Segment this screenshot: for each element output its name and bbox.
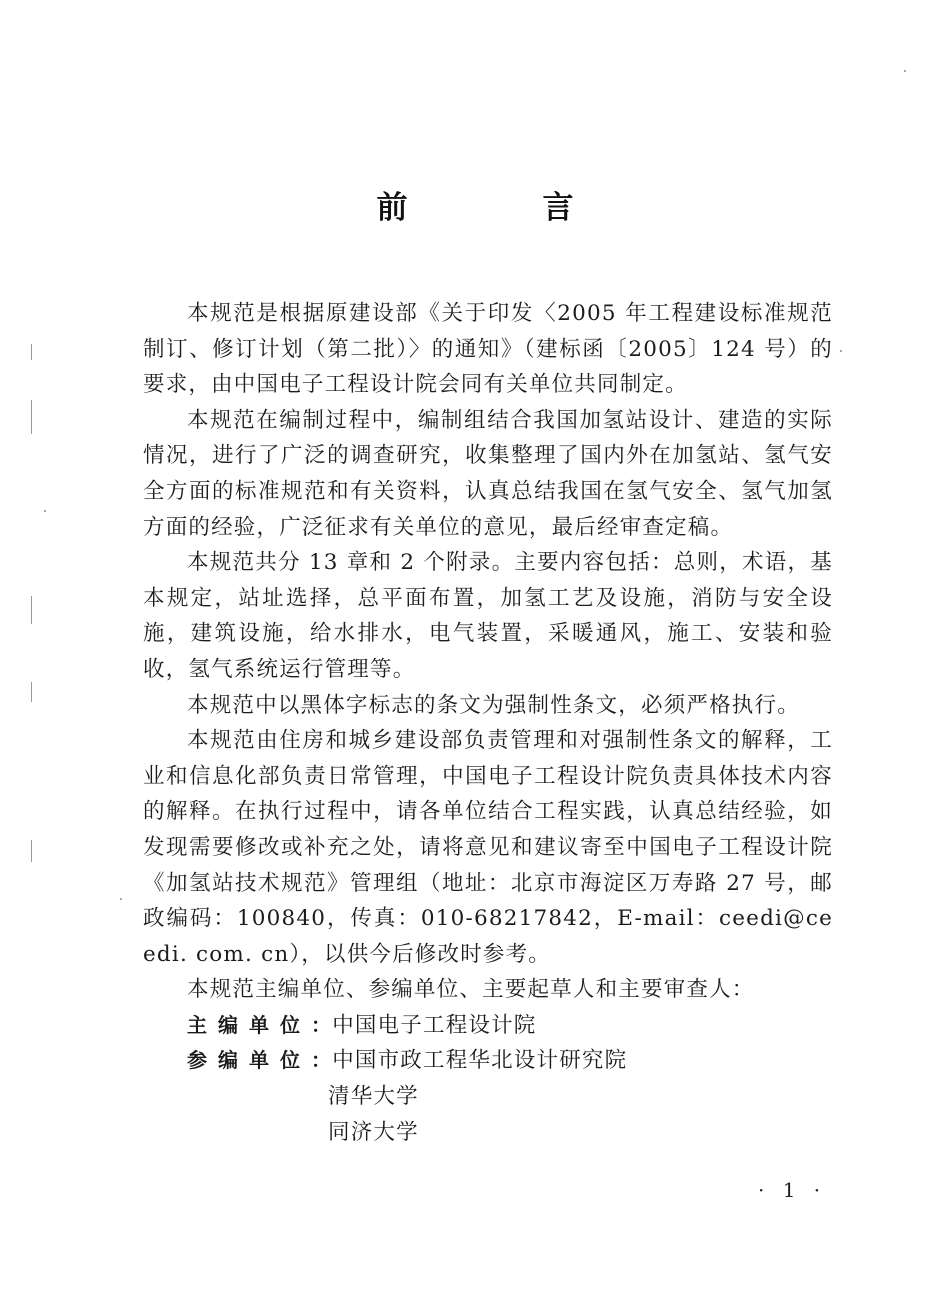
scan-margin-mark xyxy=(31,840,32,862)
paragraph: 本规范中以黑体字标志的条文为强制性条文，必须严格执行。 xyxy=(187,692,800,718)
paragraph: 本规范主编单位、参编单位、主要起草人和主要审查人： xyxy=(187,977,755,1003)
participant-item: 清华大学 xyxy=(328,1084,419,1110)
participant-item: 同济大学 xyxy=(328,1119,419,1145)
page-number: · 1 · xyxy=(758,1178,827,1202)
chief-editor-row xyxy=(143,1008,833,1044)
paragraph: 本规范是根据原建设部《关于印发〈2005 年工程建设标准规范制订、修订计划（第二批）〉的通知》（建标函〔2005〕124 号）的要求，由中国电子工程设计院会同有关单位共同制定。 xyxy=(143,301,833,398)
paragraph: 本规范共分 13 章和 2 个附录。主要内容包括：总则，术语，基本规定，站址选择，总平面布置，加氢工艺及设施，消防与安全设施，建筑设施，给水排水，电气装置，采暖通风，施工、安装和验收，氢气系统运行管理等。 xyxy=(143,550,833,682)
preface-body xyxy=(143,296,833,1150)
participants-label: 参编单位 xyxy=(187,1048,311,1073)
participant-item: 中国市政工程华北设计研究院 xyxy=(332,1048,628,1074)
scan-speck xyxy=(120,898,122,900)
scan-speck xyxy=(904,70,906,72)
scan-margin-mark xyxy=(31,596,32,624)
page-title: 前 言 xyxy=(376,190,626,226)
paragraph: 本规范在编制过程中，编制组结合我国加氢站设计、建造的实际情况，进行了广泛的调查研究，收集整理了国内外在加氢站、氢气安全方面的标准规范和有关资料，认真总结我国在氢气安全、氢气加氢方面的经验，广泛征求有关单位的意见，最后经审查定稿。 xyxy=(143,407,833,540)
scan-margin-mark xyxy=(31,682,32,702)
scan-speck xyxy=(840,350,842,352)
chief-editor-colon: ： xyxy=(311,1012,333,1037)
chief-editor-label: 主编单位 xyxy=(187,1012,311,1037)
participants-row xyxy=(143,1043,833,1079)
scan-margin-mark xyxy=(31,344,32,360)
paragraph: 本规范由住房和城乡建设部负责管理和对强制性条文的解释，工业和信息化部负责日常管理，中国电子工程设计院负责具体技术内容的解释。在执行过程中，请各单位结合工程实践，认真总结经验，如发现需要修改或补充之处，请将意见和建议寄至中国电子工程设计院《加氢站技术规范》管理组（地址：北京市海淀区万寿路 27 号，邮政编码：100840，传真：010-68217842，E-mail：ceedi@ceedi. com. cn），以供今后修改时参考。 xyxy=(143,728,833,967)
participants-colon: ： xyxy=(311,1048,333,1073)
scan-margin-mark xyxy=(31,400,32,434)
chief-editor-value: 中国电子工程设计院 xyxy=(332,1012,537,1038)
scan-speck xyxy=(44,510,46,512)
